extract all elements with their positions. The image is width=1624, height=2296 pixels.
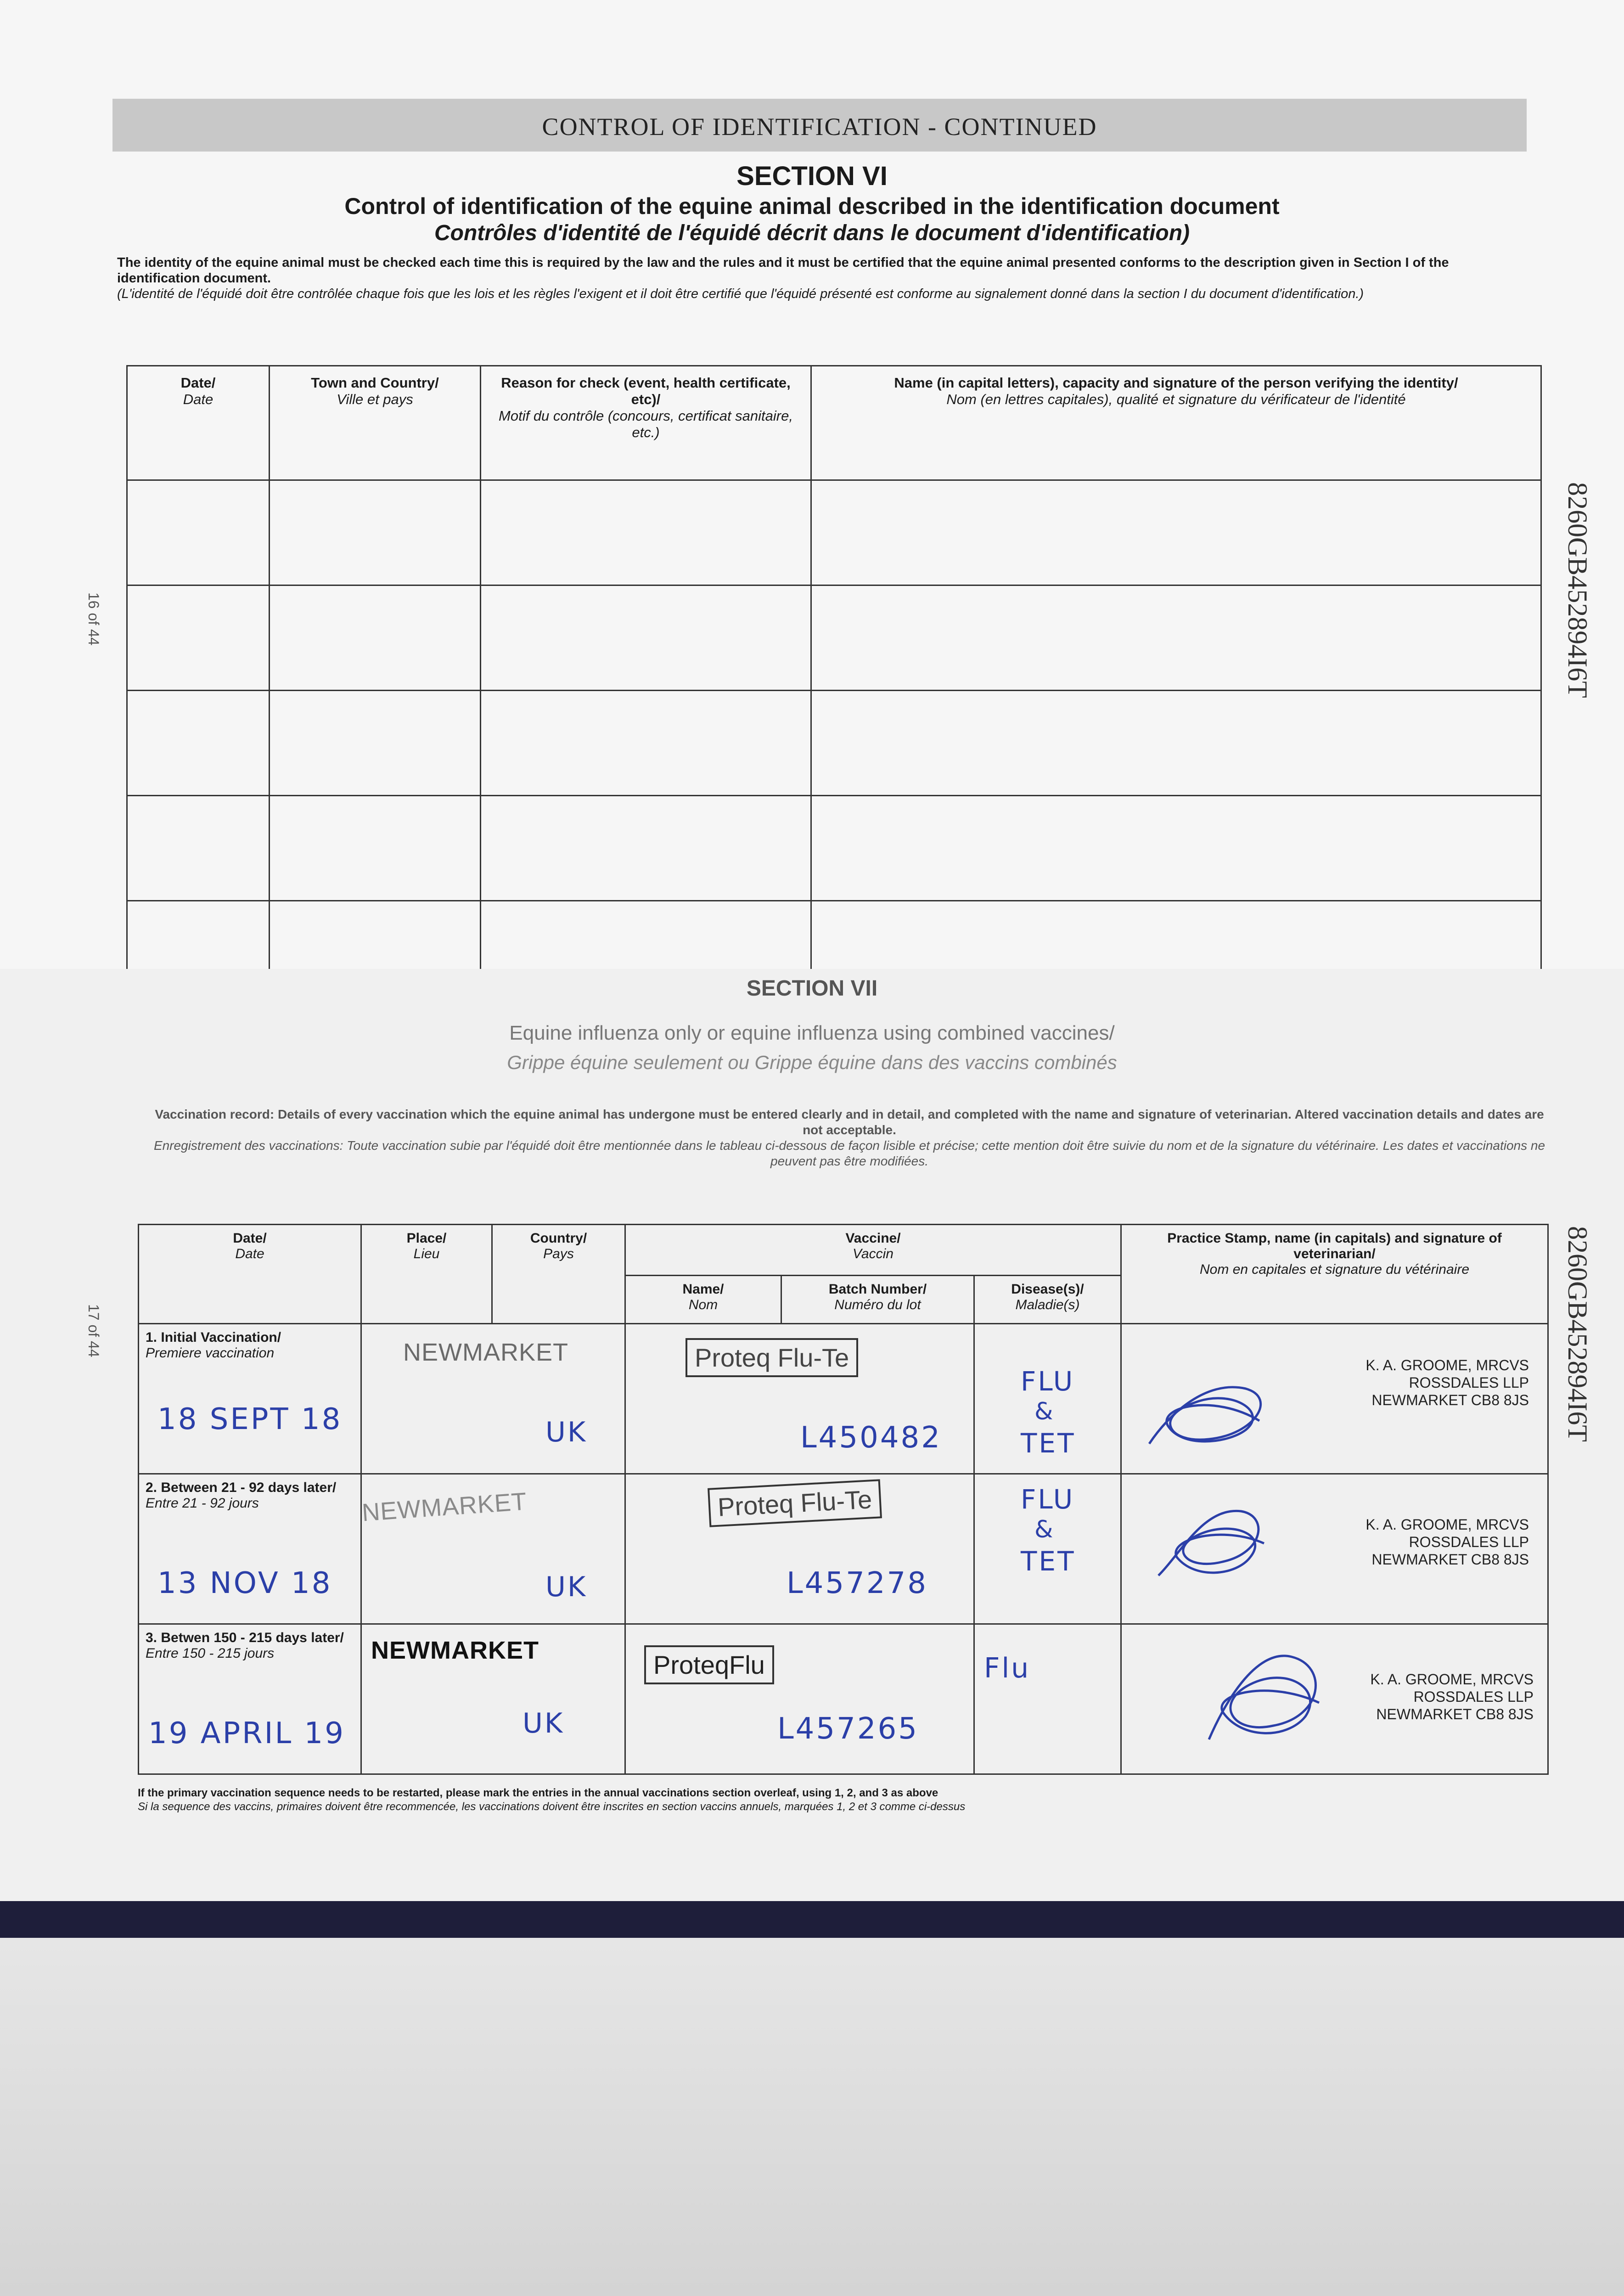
page-number-16: 16 of 44 — [85, 592, 102, 646]
col-date-header: Date/ Date — [127, 366, 270, 480]
handwritten-country: UK — [545, 1416, 588, 1449]
handwritten-batch: L450482 — [800, 1421, 942, 1455]
section-header-title: CONTROL OF IDENTIFICATION - CONTINUED — [542, 113, 1097, 141]
col-town-header: Town and Country/ Ville et pays — [270, 366, 481, 480]
vet-stamp-cell[interactable] — [1121, 1624, 1548, 1774]
vaccine-name-stamp: Proteq Flu-Te — [686, 1338, 858, 1377]
place-stamp: NEWMARKET — [361, 1487, 528, 1527]
table-cell[interactable] — [270, 691, 481, 796]
table-cell[interactable] — [811, 480, 1541, 585]
vaccination-row-2 — [139, 1474, 1548, 1624]
table-cell[interactable] — [811, 796, 1541, 901]
table-row — [127, 585, 1541, 691]
date-cell[interactable] — [139, 1474, 361, 1624]
vaccine-name-stamp: ProteqFlu — [644, 1645, 774, 1684]
date-cell[interactable] — [139, 1324, 361, 1474]
handwritten-disease-amp: & — [1034, 1398, 1055, 1426]
row-label-fr: Entre 21 - 92 jours — [146, 1496, 259, 1511]
table-row — [127, 796, 1541, 901]
handwritten-batch: L457265 — [777, 1712, 919, 1746]
restart-footnote — [138, 1786, 1538, 1814]
disease-cell[interactable] — [974, 1474, 1121, 1624]
section-6-subtitle: Control of identification of the equine animal described in the identification document — [344, 193, 1280, 219]
handwritten-disease-tet: TET — [1021, 1546, 1076, 1577]
vaccine-name-stamp: Proteq Flu-Te — [708, 1479, 882, 1527]
handwritten-country: UK — [545, 1571, 588, 1604]
table-cell[interactable] — [811, 585, 1541, 691]
table-cell[interactable] — [127, 480, 270, 585]
table-cell[interactable] — [127, 796, 270, 901]
disease-cell[interactable] — [974, 1624, 1121, 1774]
table-cell[interactable] — [270, 480, 481, 585]
handwritten-disease: FLU — [1021, 1366, 1075, 1397]
vaccine-batch-cell[interactable] — [625, 1324, 974, 1474]
vet-practice-stamp: K. A. GROOME, MRCVS ROSSDALES LLP NEWMARKET CB8 8JS — [1366, 1516, 1529, 1568]
vet-signature-2 — [1154, 1488, 1273, 1589]
col-place-header: Place/ Lieu — [361, 1225, 492, 1324]
identity-check-table — [126, 365, 1542, 1007]
handwritten-date: 19 APRIL 19 — [148, 1716, 345, 1751]
section-6-title: SECTION VI — [736, 161, 888, 191]
section-6-intro — [117, 255, 1517, 302]
vet-practice-stamp: K. A. GROOME, MRCVS ROSSDALES LLP NEWMARKET CB8 8JS — [1370, 1671, 1534, 1723]
table-cell[interactable] — [127, 585, 270, 691]
handwritten-disease: FLU — [1021, 1484, 1075, 1515]
section-7-intro — [147, 1107, 1552, 1169]
table-cell[interactable] — [481, 585, 811, 691]
table-cell[interactable] — [270, 796, 481, 901]
handwritten-disease-amp: & — [1034, 1516, 1055, 1544]
vaccination-header-row-1 — [139, 1225, 1548, 1276]
section-6-subtitle-fr: Contrôles d'identité de l'équidé décrit dans le document d'identification) — [434, 221, 1190, 245]
table-cell[interactable] — [481, 796, 811, 901]
col-date-header: Date/ Date — [139, 1225, 361, 1324]
vaccination-table — [138, 1224, 1549, 1775]
handwritten-disease-tet: TET — [1021, 1428, 1076, 1459]
col-vaccine-header: Vaccine/ Vaccin — [625, 1225, 1121, 1276]
vet-stamp-cell[interactable] — [1121, 1324, 1548, 1474]
section-7-intro-fr: Enregistrement des vaccinations: Toute vaccination subie par l'équidé doit être mentionnée dans le tableau ci-dessous de façon lisible et précise; cette mention doit être suivie du nom et de la signature du vétérinaire. Les dates et vaccinations ne peuvent pas être modifiées. — [153, 1138, 1545, 1168]
vaccine-batch-cell[interactable] — [625, 1474, 974, 1624]
footnote-en: If the primary vaccination sequence needs to be restarted, please mark the entries in the annual vaccinations section overleaf, using 1, 2, and 3 as above — [138, 1787, 938, 1799]
table-cell[interactable] — [481, 480, 811, 585]
passport-number-side-16: 8260GB452894I6T — [1562, 482, 1593, 698]
vaccination-row-1 — [139, 1324, 1548, 1474]
col-verifier-header: Name (in capital letters), capacity and signature of the person verifying the identity/ Nom (en lettres capitales), qualité et signature du vérificateur de l'identité — [811, 366, 1541, 480]
place-stamp: NEWMARKET — [371, 1637, 539, 1665]
row-label-fr: Entre 150 - 215 jours — [146, 1646, 275, 1661]
handwritten-date: 13 NOV 18 — [157, 1566, 332, 1601]
vaccination-row-3 — [139, 1624, 1548, 1774]
handwritten-batch: L457278 — [787, 1566, 928, 1601]
section-7-subtitle: Equine influenza only or equine influenza using combined vaccines/ — [509, 1022, 1115, 1044]
col-vaccine-name-header: Name/ Nom — [625, 1275, 781, 1324]
col-reason-header: Reason for check (event, health certificate, etc)/ Motif du contrôle (concours, certificat sanitaire, etc.) — [481, 366, 811, 480]
vet-signature-3 — [1195, 1638, 1333, 1749]
section-header-bar — [112, 99, 1527, 152]
identity-check-header-row — [127, 366, 1541, 480]
table-cell[interactable] — [270, 585, 481, 691]
scanner-background — [0, 1938, 1624, 2296]
row-label: 1. Initial Vaccination/ — [146, 1330, 281, 1345]
vet-signature-1 — [1140, 1361, 1278, 1462]
place-stamp: NEWMARKET — [403, 1339, 568, 1367]
vaccine-batch-cell[interactable] — [625, 1624, 974, 1774]
place-country-cell[interactable] — [361, 1624, 625, 1774]
handwritten-country: UK — [523, 1707, 565, 1740]
section-6-intro-en: The identity of the equine animal must be checked each time this is required by the law and the rules and it must be certified that the equine animal presented conforms to the description given in Section I of the identification document. — [117, 255, 1449, 286]
row-label-fr: Premiere vaccination — [146, 1345, 275, 1361]
handwritten-date: 18 SEPT 18 — [157, 1402, 343, 1437]
section-6-intro-fr: (L'identité de l'équidé doit être contrôlée chaque fois que les lois et les règles l'exigent et il doit être certifié que l'équidé présenté est conforme au signalement donné dans la section I du document d'identification.) — [117, 287, 1364, 301]
table-cell[interactable] — [127, 691, 270, 796]
row-label: 2. Between 21 - 92 days later/ — [146, 1480, 337, 1496]
section-7-subtitle-fr: Grippe équine seulement ou Grippe équine dans des vaccins combinés — [507, 1052, 1117, 1073]
col-disease-header: Disease(s)/ Maladie(s) — [974, 1275, 1121, 1324]
table-row — [127, 480, 1541, 585]
date-cell[interactable] — [139, 1624, 361, 1774]
vet-practice-stamp: K. A. GROOME, MRCVS ROSSDALES LLP NEWMARKET CB8 8JS — [1366, 1357, 1529, 1409]
col-vet-header: Practice Stamp, name (in capitals) and signature of veterinarian/ Nom en capitales et signature du vétérinaire — [1121, 1225, 1548, 1324]
page-edge-band — [0, 1901, 1624, 1938]
table-cell[interactable] — [811, 691, 1541, 796]
col-country-header: Country/ Pays — [492, 1225, 625, 1324]
table-row — [127, 691, 1541, 796]
section-7-title: SECTION VII — [746, 976, 878, 1001]
page-number-17: 17 of 44 — [85, 1304, 102, 1357]
table-cell[interactable] — [481, 691, 811, 796]
place-country-cell[interactable] — [361, 1474, 625, 1624]
passport-number-side-17: 8260GB452894I6T — [1562, 1226, 1593, 1442]
place-country-cell[interactable] — [361, 1324, 625, 1474]
vet-stamp-cell[interactable] — [1121, 1474, 1548, 1624]
footnote-fr: Si la sequence des vaccins, primaires doivent être recommencée, les vaccinations doivent être inscrites en section vaccins annuels, marquées 1, 2 et 3 comme ci-dessus — [138, 1801, 966, 1813]
section-7-intro-en: Vaccination record: Details of every vaccination which the equine animal has undergone must be entered clearly and in detail, and completed with the name and signature of veterinarian. Altered vaccination details and dates are not acceptable. — [155, 1107, 1544, 1137]
handwritten-disease: Flu — [984, 1652, 1031, 1685]
disease-cell[interactable] — [974, 1324, 1121, 1474]
row-label: 3. Betwen 150 - 215 days later/ — [146, 1630, 344, 1646]
col-batch-header: Batch Number/ Numéro du lot — [781, 1275, 974, 1324]
